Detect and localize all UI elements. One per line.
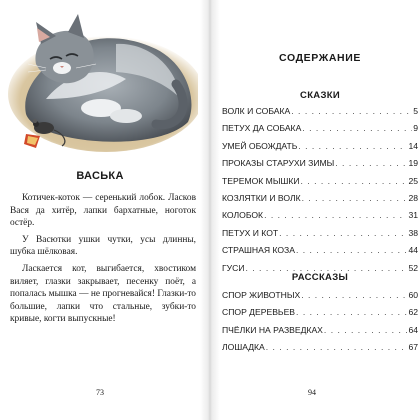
- toc-entry-title: ТЕРЕМОК МЫШКИ: [222, 175, 300, 186]
- story-paragraph: Котичек-коток — серенький лобок. Ласков Вася да хитёр, лапки бархатные, ноготок остёр.: [10, 193, 196, 229]
- toc-entry-title: УМЕЙ ОБОЖДАТЬ: [222, 140, 298, 151]
- toc-title: СОДЕРЖАНИЕ: [279, 52, 361, 64]
- toc-entry[interactable]: [222, 106, 418, 123]
- leader-dots: [302, 123, 412, 133]
- section-heading-skazki: СКАЗКИ: [300, 90, 340, 101]
- toc-entry[interactable]: [222, 228, 418, 245]
- toc-entry[interactable]: [222, 141, 418, 158]
- leader-dots: [266, 342, 408, 352]
- toc-entry-page: 67: [408, 342, 418, 353]
- story-title: ВАСЬКА: [76, 170, 124, 182]
- leader-dots: [335, 158, 407, 168]
- toc-entry-page: 60: [408, 290, 418, 300]
- toc-entry-title: СТРАШНАЯ КОЗА: [222, 245, 295, 256]
- section-heading-rasskazy: РАССКАЗЫ: [291, 272, 349, 283]
- toc-entry[interactable]: [222, 193, 418, 210]
- toc-entry-page: 52: [408, 262, 418, 273]
- toc-entry-page: 9: [413, 123, 418, 134]
- story-paragraph: У Васютки ушки чутки, усы длинны, шубка шёлковая.: [10, 234, 196, 258]
- toc-entry-page: 5: [413, 106, 418, 116]
- toc-entry-page: 64: [408, 324, 418, 335]
- toc-entry[interactable]: [222, 158, 418, 175]
- toc-entry-title: ПЧЁЛКИ НА РАЗВЕДКАХ: [222, 324, 323, 335]
- toc-list-skazki: [222, 106, 418, 280]
- toc-entry[interactable]: [222, 210, 418, 227]
- leader-dots: [291, 106, 412, 116]
- cat-illustration: [6, 4, 198, 156]
- toc-entry-page: 25: [408, 175, 418, 186]
- toc-entry-title: СПОР ЖИВОТНЫХ: [222, 290, 301, 300]
- toc-entry-page: 28: [408, 192, 418, 203]
- leader-dots: [296, 245, 407, 255]
- toc-entry[interactable]: [222, 290, 418, 307]
- toc-entry-page: 31: [408, 210, 418, 221]
- toc-entry-page: 19: [408, 158, 418, 169]
- toc-entry-title: ПЕТУХ И КОТ: [222, 227, 279, 238]
- toc-entry-title: ЛОШАДКА: [222, 342, 265, 353]
- toc-entry-page: 14: [408, 140, 418, 151]
- leader-dots: [298, 141, 407, 151]
- toc-entry-title: КОЗЛЯТКИ И ВОЛК: [222, 192, 301, 203]
- toc-entry-title: ПЕТУХ ДА СОБАКА: [222, 123, 302, 134]
- toc-entry[interactable]: [222, 325, 418, 342]
- toc-entry[interactable]: [222, 123, 418, 140]
- toc-entry-title: СПОР ДЕРЕВЬЕВ: [222, 307, 296, 318]
- story-text: [10, 192, 196, 330]
- page-number-left: 73: [96, 388, 104, 397]
- story-paragraph: Ласкается кот, выгибается, хвостиком виляет, глазки закрывает, песенку поёт, а попалась мышка — не прогневайся! Глазки-то большие, лапки что стальные, зубки-то кривые, когти выпускные!: [10, 263, 196, 325]
- toc-entry-page: 44: [408, 245, 418, 256]
- leader-dots: [301, 290, 407, 300]
- toc-entry-title: ВОЛК И СОБАКА: [222, 106, 291, 116]
- leader-dots: [279, 228, 407, 238]
- leader-dots: [324, 325, 408, 335]
- toc-entry-title: ПРОКАЗЫ СТАРУХИ ЗИМЫ: [222, 158, 335, 169]
- toc-entry-page: 62: [408, 307, 418, 318]
- toc-entry[interactable]: [222, 176, 418, 193]
- cheese-icon: [24, 134, 40, 148]
- leader-dots: [301, 176, 408, 186]
- toc-entry-title: КОЛОБОК: [222, 210, 264, 221]
- page-number-right: 94: [308, 388, 316, 397]
- toc-entry[interactable]: [222, 245, 418, 262]
- book-gutter: [200, 0, 220, 420]
- leader-dots: [264, 210, 407, 220]
- toc-entry-title: ГУСИ: [222, 262, 245, 273]
- toc-entry-page: 38: [408, 227, 418, 238]
- toc-entry[interactable]: [222, 307, 418, 324]
- toc-list-rasskazy: [222, 290, 418, 360]
- toc-entry[interactable]: [222, 342, 418, 359]
- leader-dots: [296, 307, 407, 317]
- leader-dots: [302, 193, 408, 203]
